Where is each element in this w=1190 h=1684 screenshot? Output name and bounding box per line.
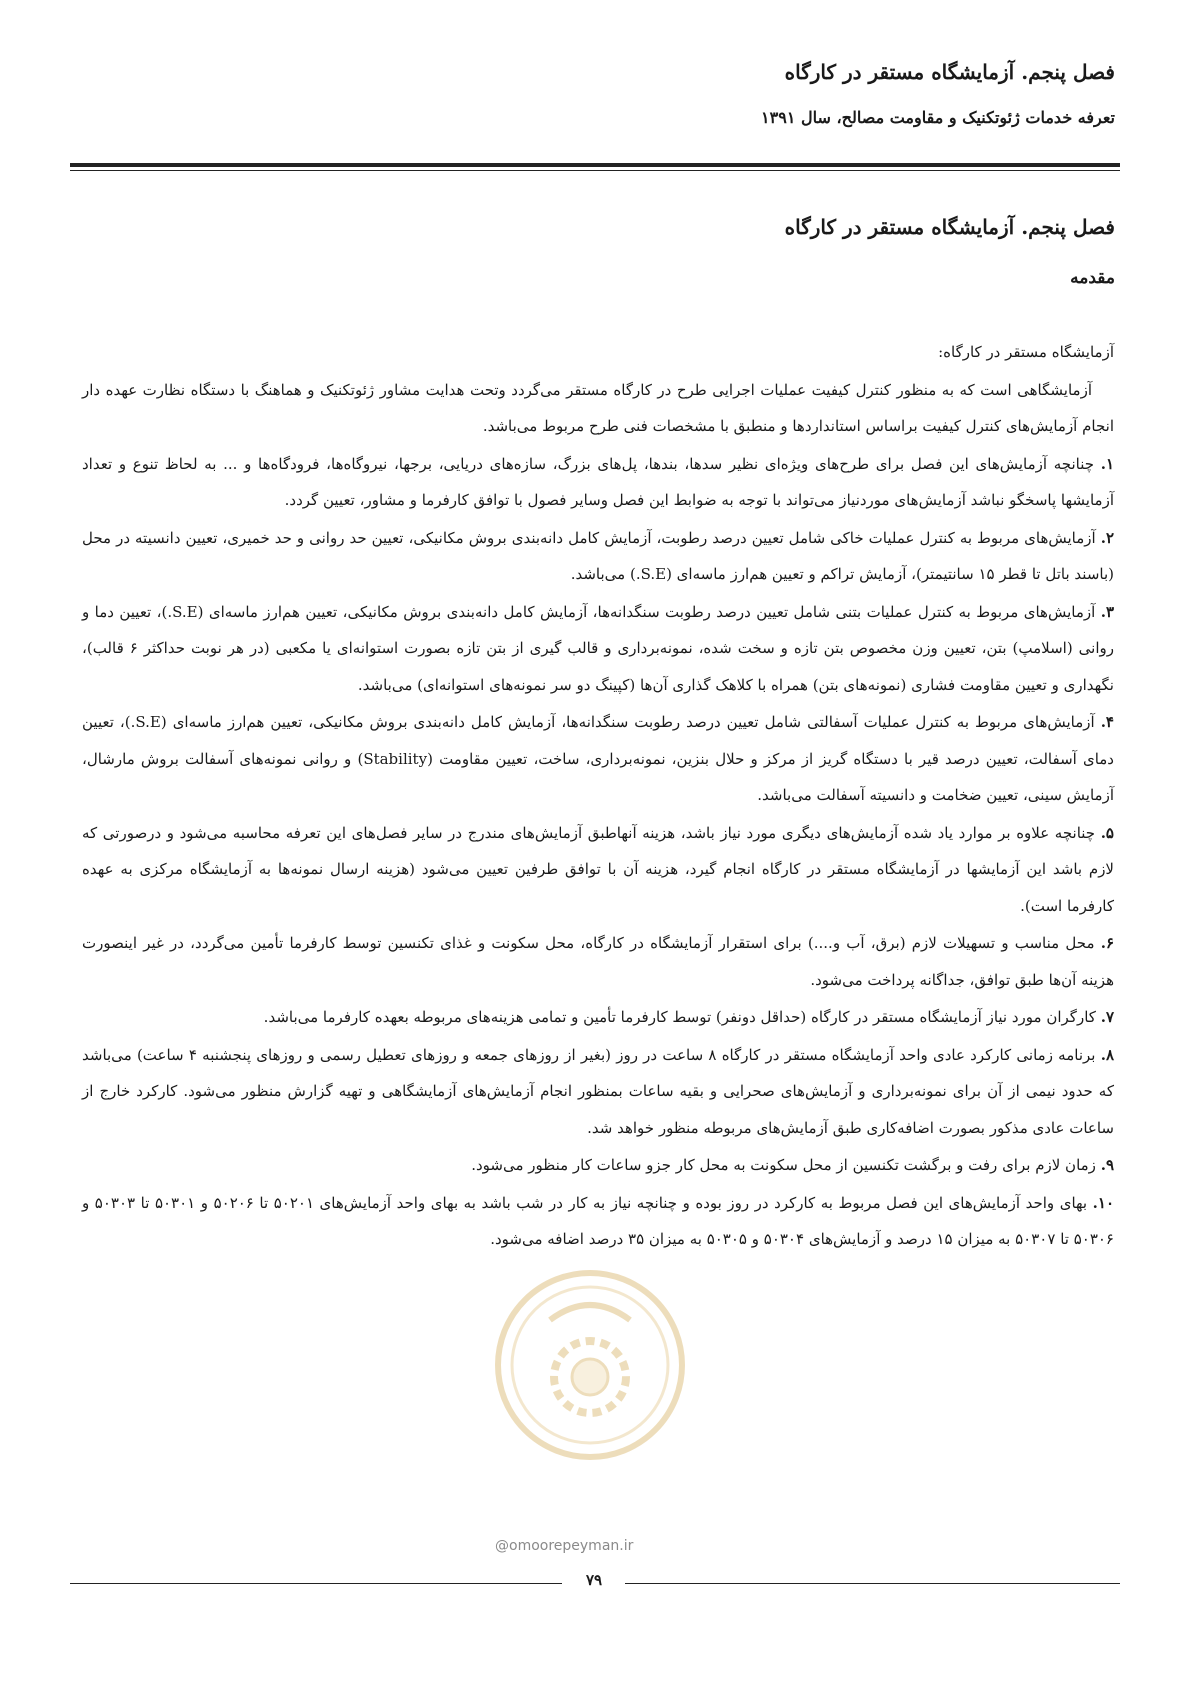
item-text: آزمایش‌های مربوط به کنترل عملیات بتنی شامل تعیین درصد رطوبت سنگدانه‌ها، آزمایش کامل دانه‌بندی بروش مکانیکی، تعیین هم‌ارز ماسه‌ای (S.E.)، تعیین دما و روانی (اسلامپ) بتن، تعیین وزن مخصوص بتن تازه و سخت شده، نمونه‌برداری و قالب گیری از بتن تازه بصورت استوانه‌ای یا مکعبی (در هر نوبت حداکثر ۶ قالب)، نگهداری و تعیین مقاومت فشاری (نمونه‌های بتن) همراه با کلاهک گذاری آن‌ها (کپینگ دو سر نمونه‌های استوانه‌ای) می‌باشد. [82, 602, 1114, 694]
item-number: ۶. [1100, 934, 1114, 952]
item-number: ۸. [1100, 1045, 1114, 1064]
item-text: آزمایش‌های مربوط به کنترل عملیات آسفالتی شامل تعیین درصد رطوبت سنگدانه‌ها، آزمایش کامل دانه‌بندی بروش مکانیکی، تعیین هم‌ارز ماسه‌ای (S.E.)، تعیین دمای آسفالت، تعیین درصد قیر با دستگاه گریز از مرکز و حلال بنزین، نمونه‌برداری، ساخت، تعیین مقاومت (Stability) و روانی نمونه‌های آسفالت بروش مارشال، آزمایش سینی، تعیین ضخامت و دانسیته آسفالت می‌باشد. [82, 713, 1114, 804]
list-item [82, 1185, 1114, 1258]
watermark-url: @omoorepeyman.ir [495, 1538, 634, 1554]
intro-paragraph: آزمایشگاهی است که به منظور کنترل کیفیت عملیات اجرایی طرح در کارگاه مستقر می‌گردد وتحت هدایت مشاور ژئوتکنیک و هماهنگ با دستگاه نظارت عهده دار انجام آزمایش‌های کنترل کیفیت براساس استانداردها و منطبق با مشخصات فنی طرح مربوط می‌باشد. [82, 380, 1114, 435]
list-item [82, 594, 1114, 704]
list-item [82, 520, 1114, 593]
running-header-title: فصل پنجم. آزمایشگاه مستقر در کارگاه [784, 60, 1115, 84]
list-item [82, 704, 1114, 814]
item-number: ۴. [1100, 713, 1114, 731]
page-number: ۷۹ [585, 1571, 603, 1589]
item-text: کارگران مورد نیاز آزمایشگاه مستقر در کارگاه (حداقل دونفر) توسط کارفرما تأمین و تمامی هزینه‌های مربوطه بعهده کارفرما می‌باشد. [263, 1008, 1096, 1026]
item-number: ۳. [1100, 602, 1114, 621]
item-number: ۹. [1100, 1156, 1114, 1174]
intro-heading: مقدمه [1070, 268, 1115, 288]
item-number: ۵. [1100, 823, 1114, 842]
list-item [82, 1147, 1114, 1184]
item-number: ۱۰. [1092, 1193, 1115, 1212]
sub-heading: آزمایشگاه مستقر در کارگاه: [938, 343, 1114, 361]
item-number: ۱. [1100, 454, 1114, 473]
running-header-subtitle: تعرفه خدمات ژئوتکنیک و مقاومت مصالح، سال ۱۳۹۱ [761, 108, 1115, 127]
item-text: زمان لازم برای رفت و برگشت تکنسین از محل سکونت به محل کار جزو ساعات کار منظور می‌شود. [471, 1156, 1096, 1174]
list-item [82, 446, 1114, 519]
item-text: چنانچه علاوه بر موارد یاد شده آزمایش‌های دیگری مورد نیاز باشد، هزینه آنهاطبق آزمایش‌های مندرج در سایر فصل‌های این تعرفه محاسبه می‌شود و درصورتی که لازم باشد این آزمایشها در آزمایشگاه مستقر در کارگاه انجام گیرد، هزینه آن با توافق طرفین تعیین می‌شود (هزینه ارسال نمونه‌ها به آزمایشگاه مرکزی به عهده کارفرما است). [82, 823, 1114, 915]
header-rule-thick [70, 163, 1120, 167]
header-rule-thin [70, 170, 1120, 171]
item-text: محل مناسب و تسهیلات لازم (برق، آب و....) برای استقرار آزمایشگاه در کارگاه، محل سکونت و غذای تکنسین توسط کارفرما تأمین می‌گردد، در غیر اینصورت هزینه آن‌ها طبق توافق، جداگانه پرداخت می‌شود. [82, 934, 1114, 989]
list-item [82, 815, 1114, 925]
list-item [82, 925, 1114, 998]
item-text: چنانچه آزمایش‌های این فصل برای طرح‌های ویژه‌ای نظیر سدها، بندها، پل‌های بزرگ، سازه‌های دریایی، برجها، نیروگاه‌ها، فرودگاه‌ها و ... به لحاظ تنوع و تعداد آزمایشها پاسخگو نباشد آزمایش‌های موردنیاز می‌تواند با توجه به ضوابط این فصل وسایر فصول با توافق کارفرما و مشاور، تعیین گردد. [82, 454, 1114, 509]
item-text: برنامه زمانی کارکرد عادی واحد آزمایشگاه مستقر در کارگاه ۸ ساعت در روز (بغیر از روزهای جمعه و روزهای تعطیل رسمی و روزهای پنجشنبه ۴ ساعت) می‌باشد که حدود نیمی از آن برای نمونه‌برداری و آزمایش‌های صحرایی و بقیه ساعات بمنظور انجام آزمایش‌های آزمایشگاهی و تهیه گزارش منظور می‌شود. کارکرد خارج از ساعات عادی مذکور بصورت اضافه‌کاری طبق آزمایش‌های مربوطه منظور خواهد شد. [82, 1045, 1114, 1137]
item-number: ۲. [1100, 528, 1114, 547]
footer-rule-right [625, 1583, 1120, 1584]
item-text: آزمایش‌های مربوط به کنترل عملیات خاکی شامل تعیین درصد رطوبت، آزمایش کامل دانه‌بندی بروش مکانیکی، تعیین حد روانی و حد خمیری، تعیین دانسیته در محل (باسند باتل تا قطر ۱۵ سانتیمتر)، آزمایش تراکم و تعیین هم‌ارز ماسه‌ای (S.E.) می‌باشد. [82, 528, 1114, 583]
list-item [82, 999, 1114, 1036]
footer-rule-left [70, 1583, 562, 1584]
watermark-seal-icon [490, 1265, 690, 1465]
item-text: بهای واحد آزمایش‌های این فصل مربوط به کارکرد در روز بوده و چنانچه نیاز به کار در شب باشد به بهای واحد آزمایش‌های ۵۰۲۰۱ تا ۵۰۲۰۶ و ۵۰۳۰۱ تا ۵۰۳۰۳ و ۵۰۳۰۶ تا ۵۰۳۰۷ به میزان ۱۵ درصد و آزمایش‌های ۵۰۳۰۴ و ۵۰۳۰۵ به میزان ۳۵ درصد اضافه می‌شود. [82, 1193, 1114, 1248]
body-text [82, 334, 1114, 1259]
item-number: ۷. [1100, 1008, 1114, 1026]
list-item [82, 1037, 1114, 1147]
section-title: فصل پنجم. آزمایشگاه مستقر در کارگاه [784, 215, 1115, 239]
